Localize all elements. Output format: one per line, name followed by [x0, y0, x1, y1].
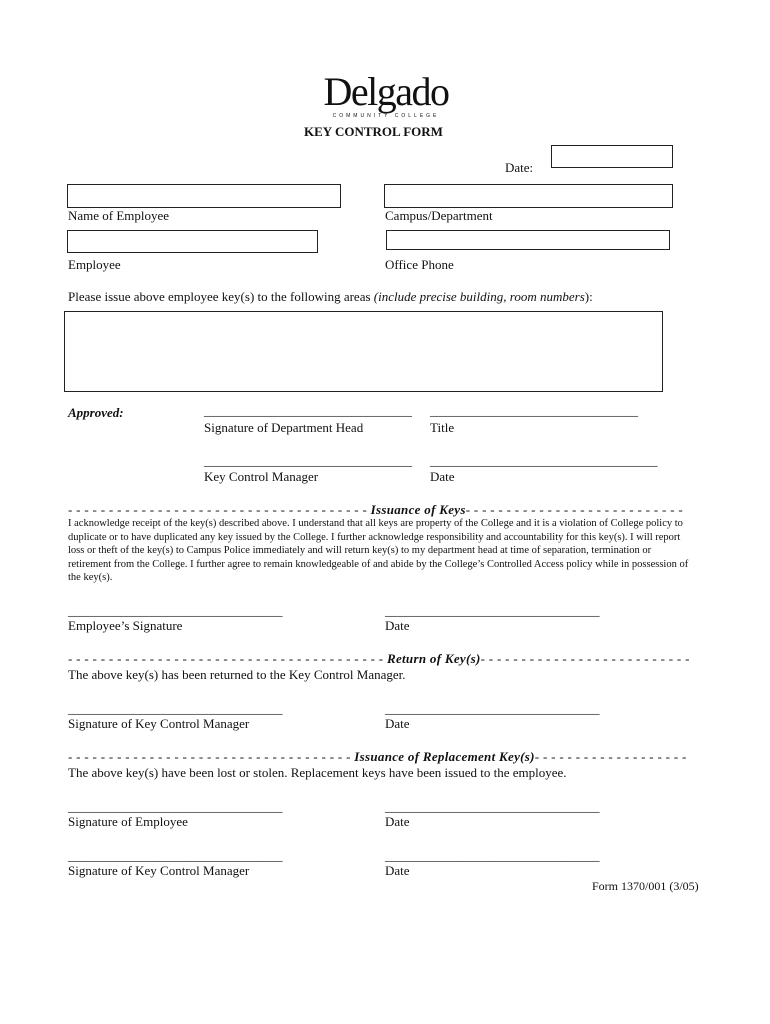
divider-dashes: - - - - - - - - - - - - - - - - - - - - - - - - - - - - - - - - - - - [68, 749, 355, 764]
return-heading: Return of Key(s) [386, 651, 481, 666]
instruction-italic: (include precise building, room numbers [373, 289, 585, 304]
replacement-employee-signature-label: Signature of Employee [68, 814, 188, 829]
title-label: Title [430, 420, 455, 435]
replacement-kcm-signature-label: Signature of Key Control Manager [68, 863, 250, 878]
divider-dashes: - - - - - - - - - - - - - - - - - - - - - - - - - - - - - - - - - - - - - - - [68, 651, 387, 666]
office-phone-field[interactable] [386, 230, 670, 250]
replacement-date-line-2[interactable]: _________________________________ [385, 848, 600, 863]
return-statement: The above key(s) has been returned to the Key Control Manager. [68, 667, 406, 682]
campus-department-field[interactable] [384, 184, 673, 208]
issuance-divider [68, 502, 683, 518]
return-date-line[interactable]: _________________________________ [385, 701, 600, 716]
name-of-employee-field[interactable] [67, 184, 341, 208]
replacement-date-label-1: Date [385, 814, 410, 829]
replacement-statement: The above key(s) have been lost or stolen. Replacement keys have been issued to the employee. [68, 765, 567, 780]
dept-head-signature-line[interactable]: ________________________________ [204, 403, 412, 418]
approval-date-label: Date [430, 469, 455, 484]
issuance-date-label: Date [385, 618, 410, 633]
divider-dashes: - - - - - - - - - - - - - - - - - - - - - - - - - - - [465, 502, 684, 517]
issuance-heading: Issuance of Keys [370, 502, 466, 517]
replacement-date-label-2: Date [385, 863, 410, 878]
date-label: Date: [505, 160, 534, 175]
name-of-employee-label: Name of Employee [68, 208, 170, 223]
divider-dashes: - - - - - - - - - - - - - - - - - - - - - - - - - - - - - - - - - - - - - [68, 502, 371, 517]
key-control-manager-line[interactable]: ________________________________ [204, 453, 412, 468]
divider-dashes: - - - - - - - - - - - - - - - - - - - - - - - - - - [480, 651, 690, 666]
return-divider [68, 651, 690, 667]
form-title: KEY CONTROL FORM [304, 124, 443, 139]
dept-head-signature-label: Signature of Department Head [204, 420, 364, 435]
instruction-suffix: ): [584, 289, 593, 304]
replacement-divider [68, 749, 687, 765]
office-phone-label: Office Phone [385, 257, 454, 272]
college-logo [316, 69, 456, 122]
employee-field[interactable] [67, 230, 318, 253]
replacement-date-line-1[interactable]: _________________________________ [385, 799, 600, 814]
campus-department-label: Campus/Department [385, 208, 493, 223]
return-kcm-signature-label: Signature of Key Control Manager [68, 716, 250, 731]
key-areas-field[interactable] [64, 311, 663, 392]
approval-date-line[interactable]: ___________________________________ [430, 453, 658, 468]
logo-wordmark: Delgado [323, 69, 449, 114]
instruction-text [68, 289, 593, 305]
replacement-heading: Issuance of Replacement Key(s) [354, 749, 535, 764]
instruction-prefix: Please issue above employee key(s) to the following areas [68, 289, 374, 304]
replacement-employee-signature-line[interactable]: _________________________________ [68, 799, 283, 814]
title-line[interactable]: ________________________________ [430, 403, 638, 418]
replacement-kcm-signature-line[interactable]: _________________________________ [68, 848, 283, 863]
employee-signature-line[interactable]: _________________________________ [68, 603, 283, 618]
employee-label: Employee [68, 257, 121, 272]
employee-signature-label: Employee’s Signature [68, 618, 183, 633]
return-date-label: Date [385, 716, 410, 731]
issuance-date-line[interactable]: _________________________________ [385, 603, 600, 618]
date-field[interactable] [551, 145, 673, 168]
key-control-manager-label: Key Control Manager [204, 469, 319, 484]
return-kcm-signature-line[interactable]: _________________________________ [68, 701, 283, 716]
acknowledgement-text: I acknowledge receipt of the key(s) described above. I understand that all keys are property of the College and it is a violation of College policy to duplicate or to have duplicated any key issued by the College. I further acknowledge responsibility and accountability for this key(s). I will report loss or theft of the key(s) to Campus Police immediately and will return key(s) to my department head at time of separation, termination or retirement from the College. I further agree to remain knowledgeable of and abide by the College’s Controlled Access policy while in possession of the key(s). [68, 518, 689, 583]
logo-subtitle: COMMUNITY COLLEGE [332, 113, 440, 119]
divider-dashes: - - - - - - - - - - - - - - - - - - - [534, 749, 687, 764]
approved-label: Approved: [68, 405, 124, 420]
form-number: Form 1370/001 (3/05) [592, 879, 699, 893]
